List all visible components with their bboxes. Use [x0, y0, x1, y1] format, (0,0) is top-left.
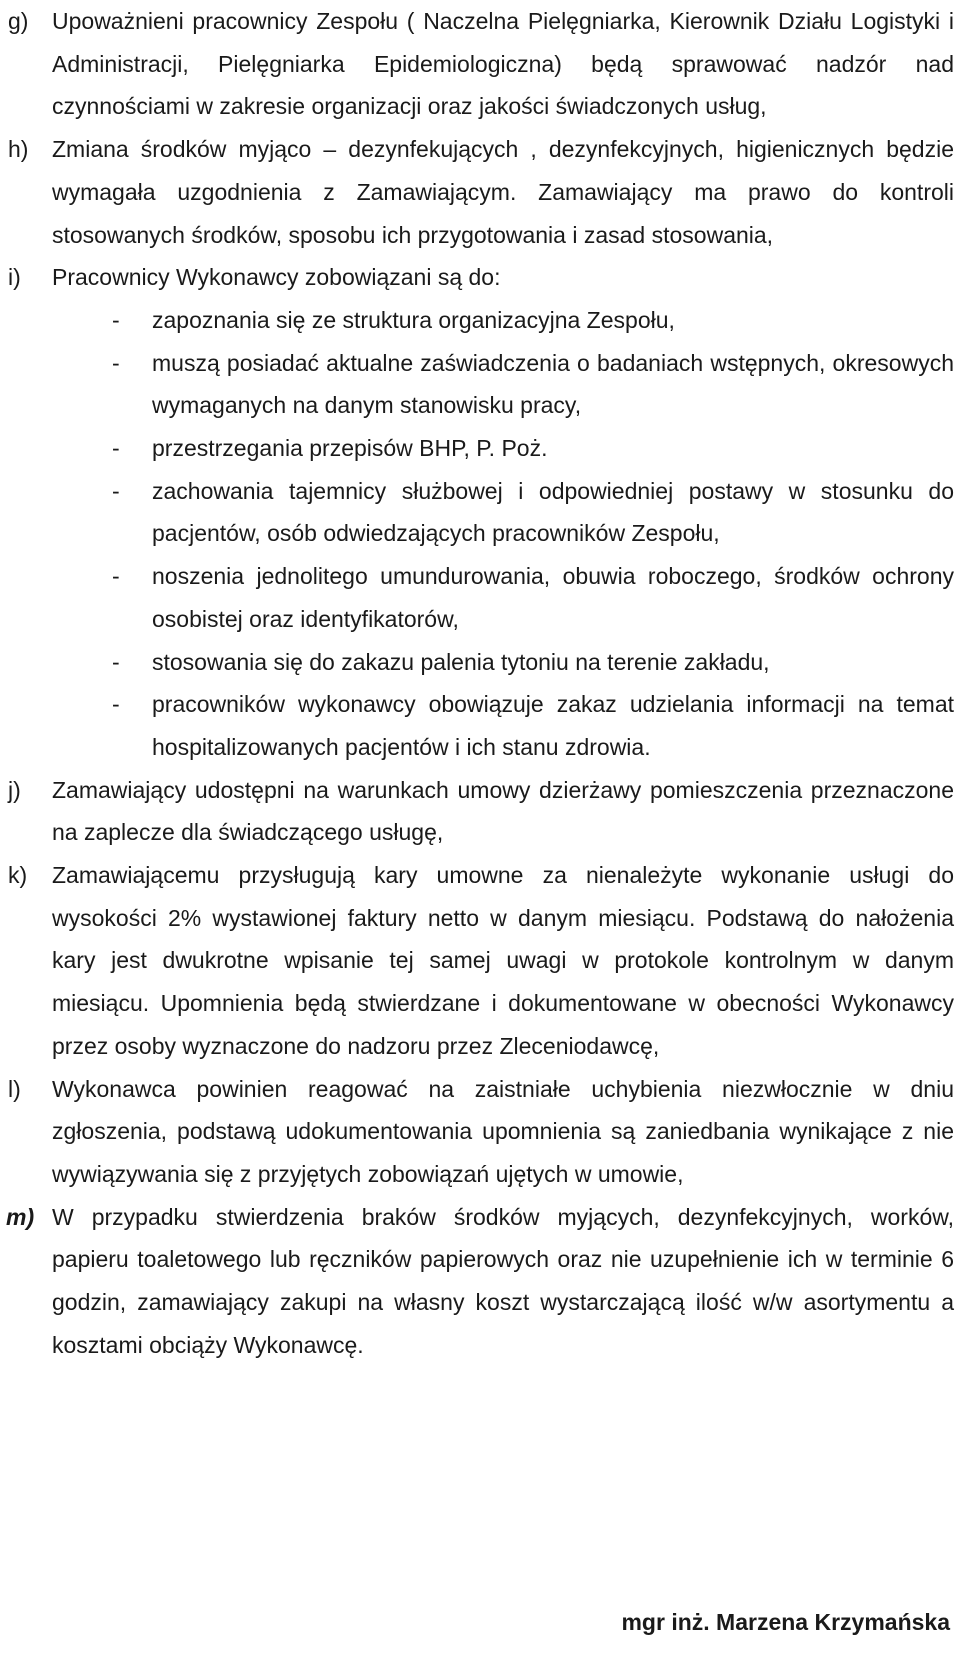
sub-list-item — [4, 555, 960, 640]
list-item-i — [4, 256, 960, 299]
signature: mgr inż. Marzena Krzymańska — [621, 1609, 950, 1635]
item-text: Pracownicy Wykonawcy zobowiązani są do: — [52, 264, 501, 291]
sub-text: stosowania się do zakazu palenia tytoniu na terenie zakładu, — [152, 648, 770, 675]
list-item-l — [4, 1068, 960, 1196]
item-marker: g) — [8, 8, 29, 34]
sub-dash: - — [112, 306, 120, 333]
sub-text: muszą posiadać aktualne zaświadczenia o badaniach wstępnych, okresowych wymaganych na danym stanowisku pracy, — [152, 349, 954, 419]
item-marker: h) — [8, 136, 29, 163]
item-marker: m) — [6, 1203, 35, 1230]
sub-list-item — [4, 427, 960, 470]
sub-list-item — [4, 299, 960, 342]
item-text: Zamawiającemu przysługują kary umowne za nienależyte wykonanie usługi do wysokości 2% wystawionej faktury netto w danym miesiącu. Podstawą do nałożenia kary jest dwukrotne wpisanie tej samej uwagi w protokole kontrolnym w danym miesiącu. Upomnienia będą stwierdzane i dokumentowane w obecności Wykonawcy przez osoby wyznaczone do nadzoru przez Zleceniodawcę, — [52, 862, 954, 1059]
sub-text: przestrzegania przepisów BHP, P. Poż. — [152, 435, 548, 462]
sub-list-item — [4, 683, 960, 768]
list-item-k — [4, 854, 960, 1068]
item-text: Wykonawca powinien reagować na zaistniałe uchybienia niezwłocznie w dniu zgłoszenia, podstawą udokumentowania upomnienia są zaniedbania wynikające z nie wywiązywania się z przyjętych zobowiązań ujętych w umowie, — [52, 1075, 954, 1187]
item-marker: l) — [8, 1075, 21, 1102]
item-text: W przypadku stwierdzenia braków środków myjących, dezynfekcyjnych, worków, papieru toaletowego lub ręczników papierowych oraz nie uzupełnienie ich w terminie 6 godzin, zamawiający zakupi na własny koszt wystarczającą ilość w/w asortymentu a kosztami obciąży Wykonawcę. — [52, 1203, 954, 1358]
item-text: Zmiana środków myjąco – dezynfekujących , dezynfekcyjnych, higienicznych będzie wymagała uzgodnienia z Zamawiającym. Zamawiający ma prawo do kontroli stosowanych środków, sposobu ich przygotowania i zasad stosowania, — [52, 136, 954, 248]
list-item-g — [4, 0, 960, 128]
list-item-h — [4, 128, 960, 256]
sub-text: noszenia jednolitego umundurowania, obuwia roboczego, środków ochrony osobistej oraz identyfikatorów, — [152, 563, 954, 632]
sub-dash: - — [112, 435, 120, 462]
sub-dash: - — [112, 563, 120, 590]
sub-dash: - — [112, 691, 120, 718]
item-marker: j) — [8, 776, 21, 803]
sub-list-item — [4, 641, 960, 684]
sub-text: pracowników wykonawcy obowiązuje zakaz udzielania informacji na temat hospitalizowanych pacjentów i ich stanu zdrowia. — [152, 691, 954, 760]
item-marker: i) — [8, 264, 21, 291]
sub-text: zachowania tajemnicy służbowej i odpowiedniej postawy w stosunku do pacjentów, osób odwiedzających pracowników Zespołu, — [152, 477, 954, 547]
sub-list-item — [4, 342, 960, 427]
sub-list-item — [4, 470, 960, 555]
sub-dash: - — [112, 349, 120, 376]
sub-dash: - — [112, 648, 120, 675]
sub-dash: - — [112, 477, 120, 504]
item-text: Upoważnieni pracownicy Zespołu ( Naczelna Pielęgniarka, Kierownik Działu Logistyki i Administracji, Pielęgniarka Epidemiologiczna) będą sprawować nadzór nad czynnościami w zakresie organizacji oraz jakości świadczonych usług, — [52, 8, 954, 120]
list-item-m — [4, 1196, 960, 1367]
item-marker: k) — [8, 862, 28, 889]
sub-text: zapoznania się ze struktura organizacyjna Zespołu, — [152, 306, 675, 333]
item-text: Zamawiający udostępni na warunkach umowy dzierżawy pomieszczenia przeznaczone na zaplecze dla świadczącego usługę, — [52, 776, 954, 846]
list-item-j — [4, 769, 960, 854]
sub-list — [0, 299, 960, 769]
